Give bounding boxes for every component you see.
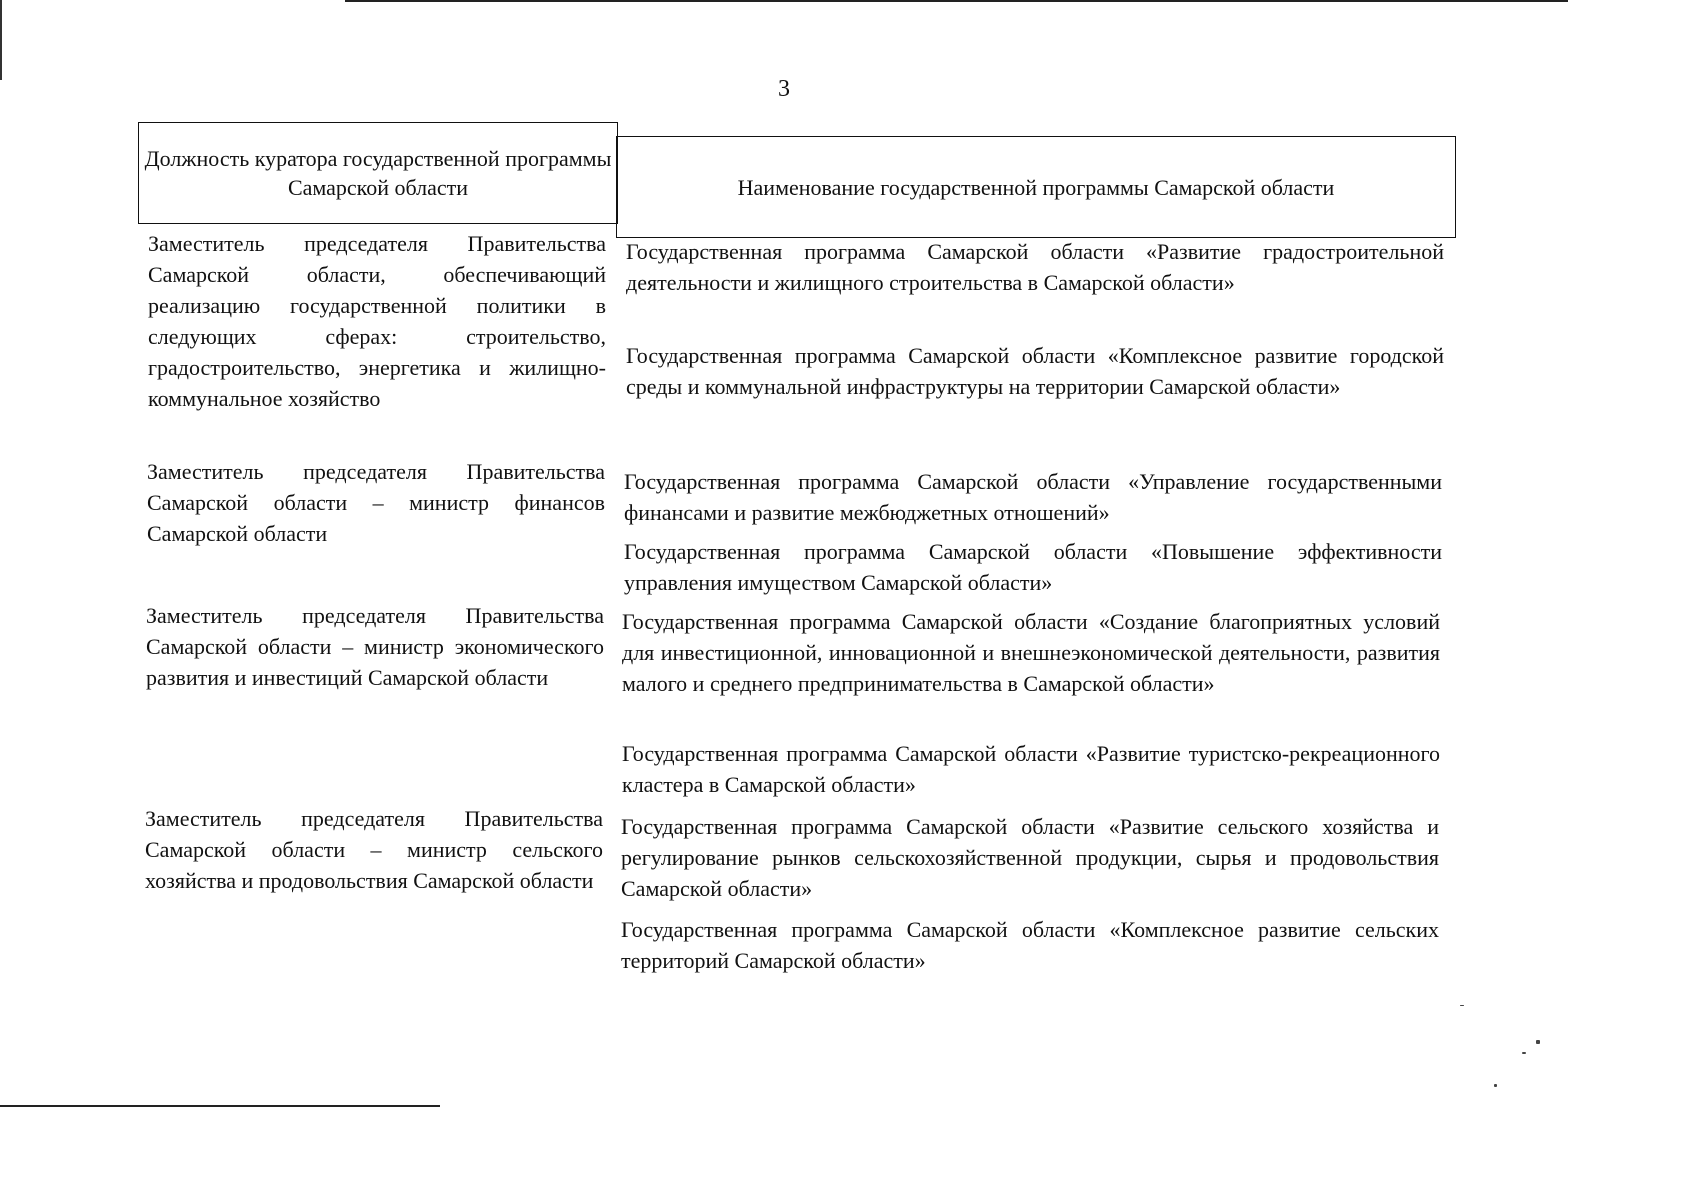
header-curator-position xyxy=(138,122,618,224)
row-1-program-2: Государственная программа Самарской области «Комплексное развитие городской среды и коммунальной инфраструктуры на территории Самарской области» xyxy=(626,343,1444,399)
row-4-program-1: Государственная программа Самарской области «Развитие сельского хозяйства и регулирование рынков сельскохозяйственной продукции, сырья и продовольствия Самарской области» xyxy=(621,814,1439,901)
header-curator-text: Должность куратора государственной программы Самарской области xyxy=(144,146,612,200)
row-3-program-2: Государственная программа Самарской области «Развитие туристско-рекреационного кластера в Самарской области» xyxy=(622,741,1440,797)
row-1-curator: Заместитель председателя Правительства Самарской области, обеспечивающий реализацию государственной политики в следующих сферах: строительство, градостроительство, энергетика и жилищно-коммунальное хозяйство xyxy=(148,231,606,411)
row-2-program-2: Государственная программа Самарской области «Повышение эффективности управления имуществом Самарской области» xyxy=(624,539,1442,595)
row-4-program-2: Государственная программа Самарской области «Комплексное развитие сельских территорий Самарской области» xyxy=(621,917,1439,973)
scan-speck xyxy=(1494,1084,1497,1087)
row-4-curator: Заместитель председателя Правительства Самарской области – министр сельского хозяйства и продовольствия Самарской области xyxy=(145,806,603,893)
header-program-name xyxy=(616,136,1456,238)
scan-edge-mark xyxy=(0,0,2,80)
row-3-curator: Заместитель председателя Правительства Самарской области – министр экономического развития и инвестиций Самарской области xyxy=(146,603,604,690)
page-number: 3 xyxy=(778,76,790,102)
row-1-program-1: Государственная программа Самарской области «Развитие градостроительной деятельности и жилищного строительства в Самарской области» xyxy=(626,239,1444,295)
scan-border-bottom xyxy=(0,1105,440,1107)
scan-speck xyxy=(1460,1005,1464,1006)
scan-border-top xyxy=(345,0,1568,2)
scan-speck xyxy=(1536,1040,1540,1044)
scan-speck xyxy=(1522,1052,1526,1054)
header-program-text: Наименование государственной программы Самарской области xyxy=(737,174,1335,200)
row-2-curator: Заместитель председателя Правительства Самарской области – министр финансов Самарской области xyxy=(147,459,605,546)
row-2-program-1: Государственная программа Самарской области «Управление государственными финансами и развитие межбюджетных отношений» xyxy=(624,469,1442,525)
row-3-program-1: Государственная программа Самарской области «Создание благоприятных условий для инвестиционной, инновационной и внешнеэкономической деятельности, развития малого и среднего предпринимательства в Самарской области» xyxy=(622,609,1440,696)
